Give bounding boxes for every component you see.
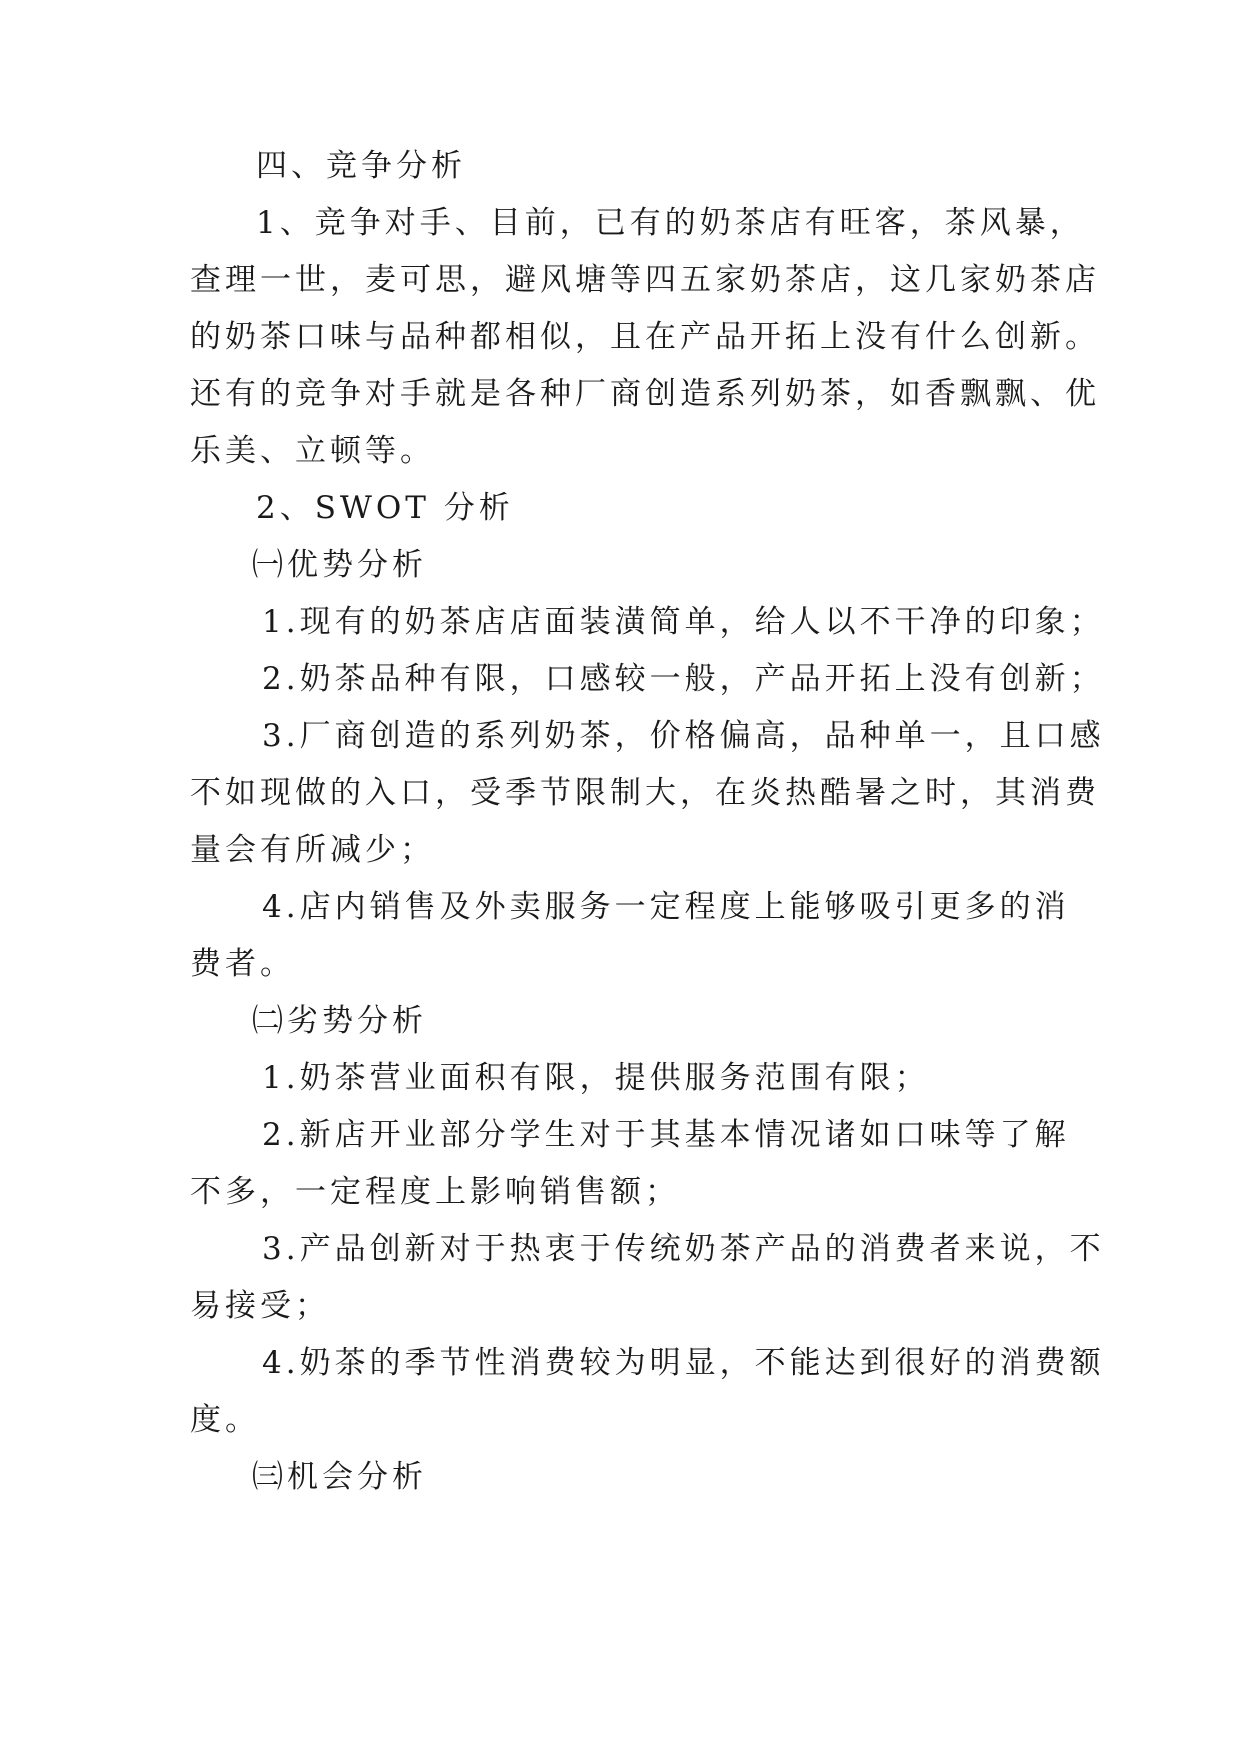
weakness-item-3-line-2: 易接受； bbox=[190, 1288, 330, 1324]
strength-item-1: 1.现有的奶茶店店面装潢简单，给人以不干净的印象； bbox=[262, 604, 1105, 640]
strengths-title: ㈠优势分析 bbox=[252, 547, 427, 583]
weakness-item-2-line-2: 不多，一定程度上影响销售额； bbox=[190, 1174, 680, 1210]
strength-item-2: 2.奶茶品种有限，口感较一般，产品开拓上没有创新； bbox=[262, 661, 1105, 697]
section-title: 四、竞争分析 bbox=[256, 148, 466, 184]
weakness-item-4-line-1: 4.奶茶的季节性消费较为明显，不能达到很好的消费额 bbox=[262, 1345, 1105, 1381]
weaknesses-title: ㈡劣势分析 bbox=[252, 1003, 427, 1039]
weakness-item-1: 1.奶茶营业面积有限，提供服务范围有限； bbox=[262, 1060, 930, 1096]
competitors-line-3: 的奶茶口味与品种都相似，且在产品开拓上没有什么创新。 bbox=[190, 319, 1100, 355]
weakness-item-3-line-1: 3.产品创新对于热衷于传统奶茶产品的消费者来说，不 bbox=[262, 1231, 1105, 1267]
weakness-item-4-line-2: 度。 bbox=[190, 1402, 260, 1438]
strength-item-3-line-1: 3.厂商创造的系列奶茶，价格偏高，品种单一，且口感 bbox=[262, 718, 1105, 754]
competitors-line-1: 1、竞争对手、目前，已有的奶茶店有旺客，茶风暴， bbox=[256, 205, 1085, 241]
competitors-line-4: 还有的竞争对手就是各种厂商创造系列奶茶，如香飘飘、优 bbox=[190, 376, 1100, 412]
opportunities-title: ㈢机会分析 bbox=[252, 1459, 427, 1495]
swot-title: 2、SWOT 分析 bbox=[256, 490, 514, 526]
strength-item-3-line-2: 不如现做的入口，受季节限制大，在炎热酷暑之时，其消费 bbox=[190, 775, 1100, 811]
weakness-item-2-line-1: 2.新店开业部分学生对于其基本情况诸如口味等了解 bbox=[262, 1117, 1070, 1153]
strength-item-4-line-2: 费者。 bbox=[190, 946, 295, 982]
strength-item-4-line-1: 4.店内销售及外卖服务一定程度上能够吸引更多的消 bbox=[262, 889, 1070, 925]
strength-item-3-line-3: 量会有所减少； bbox=[190, 832, 435, 868]
competitors-line-2: 查理一世，麦可思，避风塘等四五家奶茶店，这几家奶茶店 bbox=[190, 262, 1100, 298]
competitors-line-5: 乐美、立顿等。 bbox=[190, 433, 435, 469]
